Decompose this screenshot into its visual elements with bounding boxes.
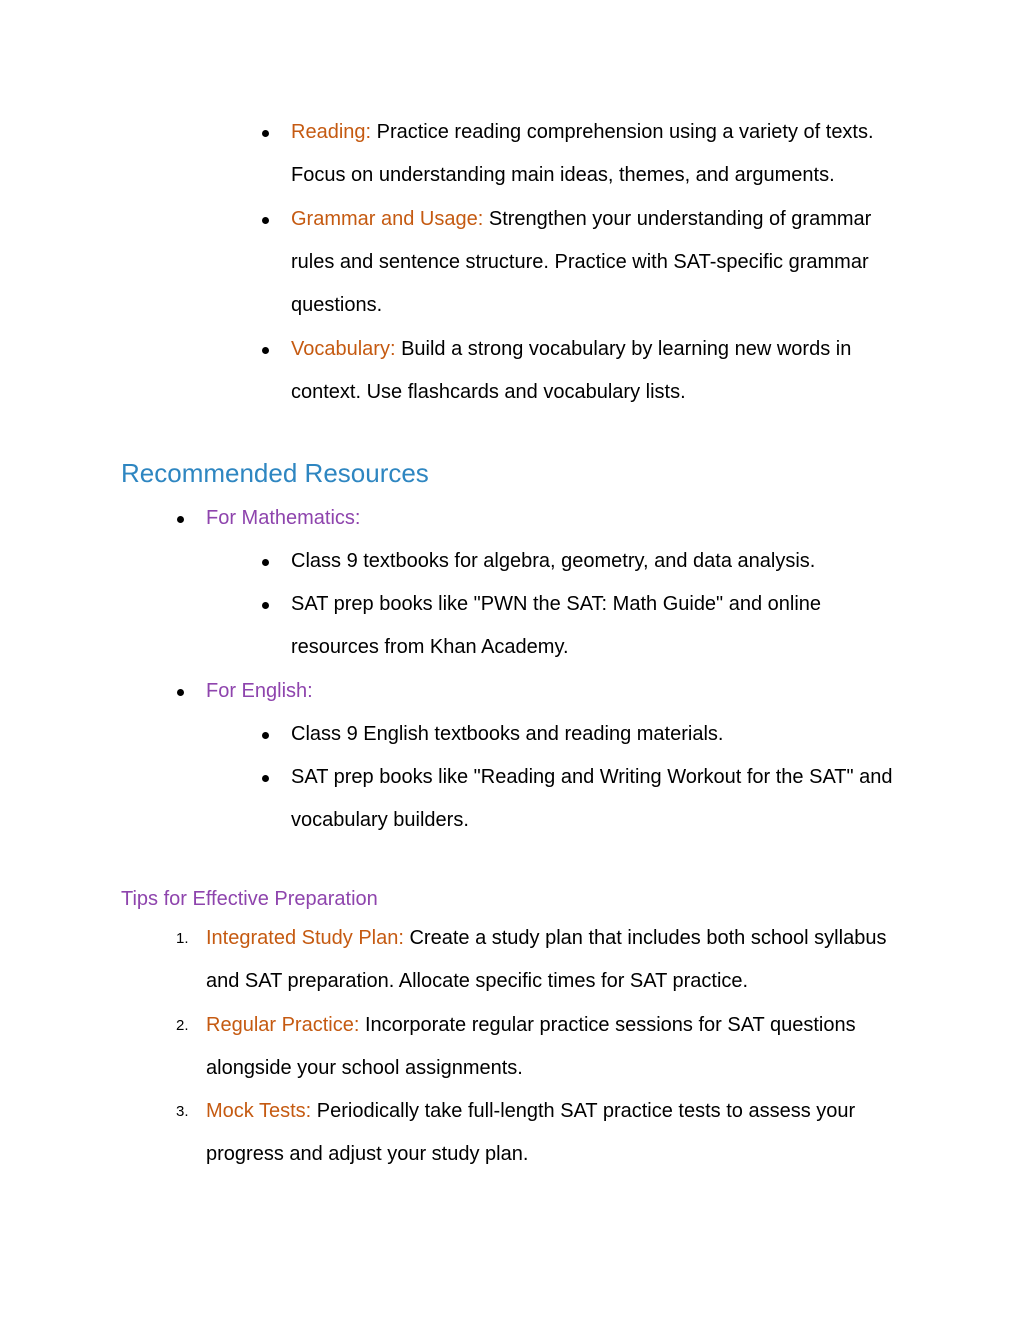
item-label: Vocabulary: <box>291 338 396 360</box>
item-label: Regular Practice: <box>206 1014 360 1036</box>
item-text: SAT prep books like "Reading and Writing Workout for the SAT" and <box>291 766 893 788</box>
item-text: Class 9 textbooks for algebra, geometry, and data analysis. <box>291 550 816 572</box>
item-text: alongside your school assignments. <box>206 1057 523 1079</box>
item-text: Incorporate regular practice sessions for SAT questions <box>364 1014 856 1036</box>
bullet-icon <box>262 559 269 566</box>
bullet-icon <box>262 732 269 739</box>
item-label: Reading: <box>291 121 372 143</box>
item-label: Grammar and Usage: <box>291 208 484 230</box>
item-text: context. Use flashcards and vocabulary lists. <box>291 381 686 403</box>
item-text: Class 9 English textbooks and reading materials. <box>291 723 724 745</box>
item-text: Focus on understanding main ideas, themes, and arguments. <box>291 164 835 186</box>
bullet-icon <box>177 516 184 523</box>
item-text: rules and sentence structure. Practice with SAT-specific grammar <box>291 251 869 273</box>
group-label: For English: <box>206 680 313 702</box>
item-text: Strengthen your understanding of grammar <box>488 208 872 230</box>
list-number: 3. <box>176 1103 189 1120</box>
item-text: Practice reading comprehension using a variety of texts. <box>376 121 874 143</box>
item-text: resources from Khan Academy. <box>291 636 569 658</box>
bullet-icon <box>262 217 269 224</box>
item-text: Create a study plan that includes both school syllabus <box>409 927 887 949</box>
list-number: 2. <box>176 1017 189 1034</box>
item-text: SAT prep books like "PWN the SAT: Math Guide" and online <box>291 593 822 615</box>
item-label: Mock Tests: <box>206 1100 312 1122</box>
item-text: progress and adjust your study plan. <box>206 1143 529 1165</box>
bullet-icon <box>262 347 269 354</box>
item-text: Build a strong vocabulary by learning new words in <box>401 338 852 360</box>
bullet-icon <box>262 602 269 609</box>
bullet-icon <box>177 689 184 696</box>
item-text: Periodically take full-length SAT practice tests to assess your <box>316 1100 856 1122</box>
section-heading-tips: Tips for Effective Preparation <box>121 888 378 910</box>
bullet-icon <box>262 775 269 782</box>
group-label: For Mathematics: <box>206 507 361 529</box>
item-text: questions. <box>291 294 383 316</box>
list-number: 1. <box>176 930 189 947</box>
section-heading-resources: Recommended Resources <box>121 458 429 488</box>
item-label: Integrated Study Plan: <box>206 927 404 949</box>
item-text: and SAT preparation. Allocate specific times for SAT practice. <box>206 970 749 992</box>
item-text: vocabulary builders. <box>291 809 469 831</box>
bullet-icon <box>262 130 269 137</box>
